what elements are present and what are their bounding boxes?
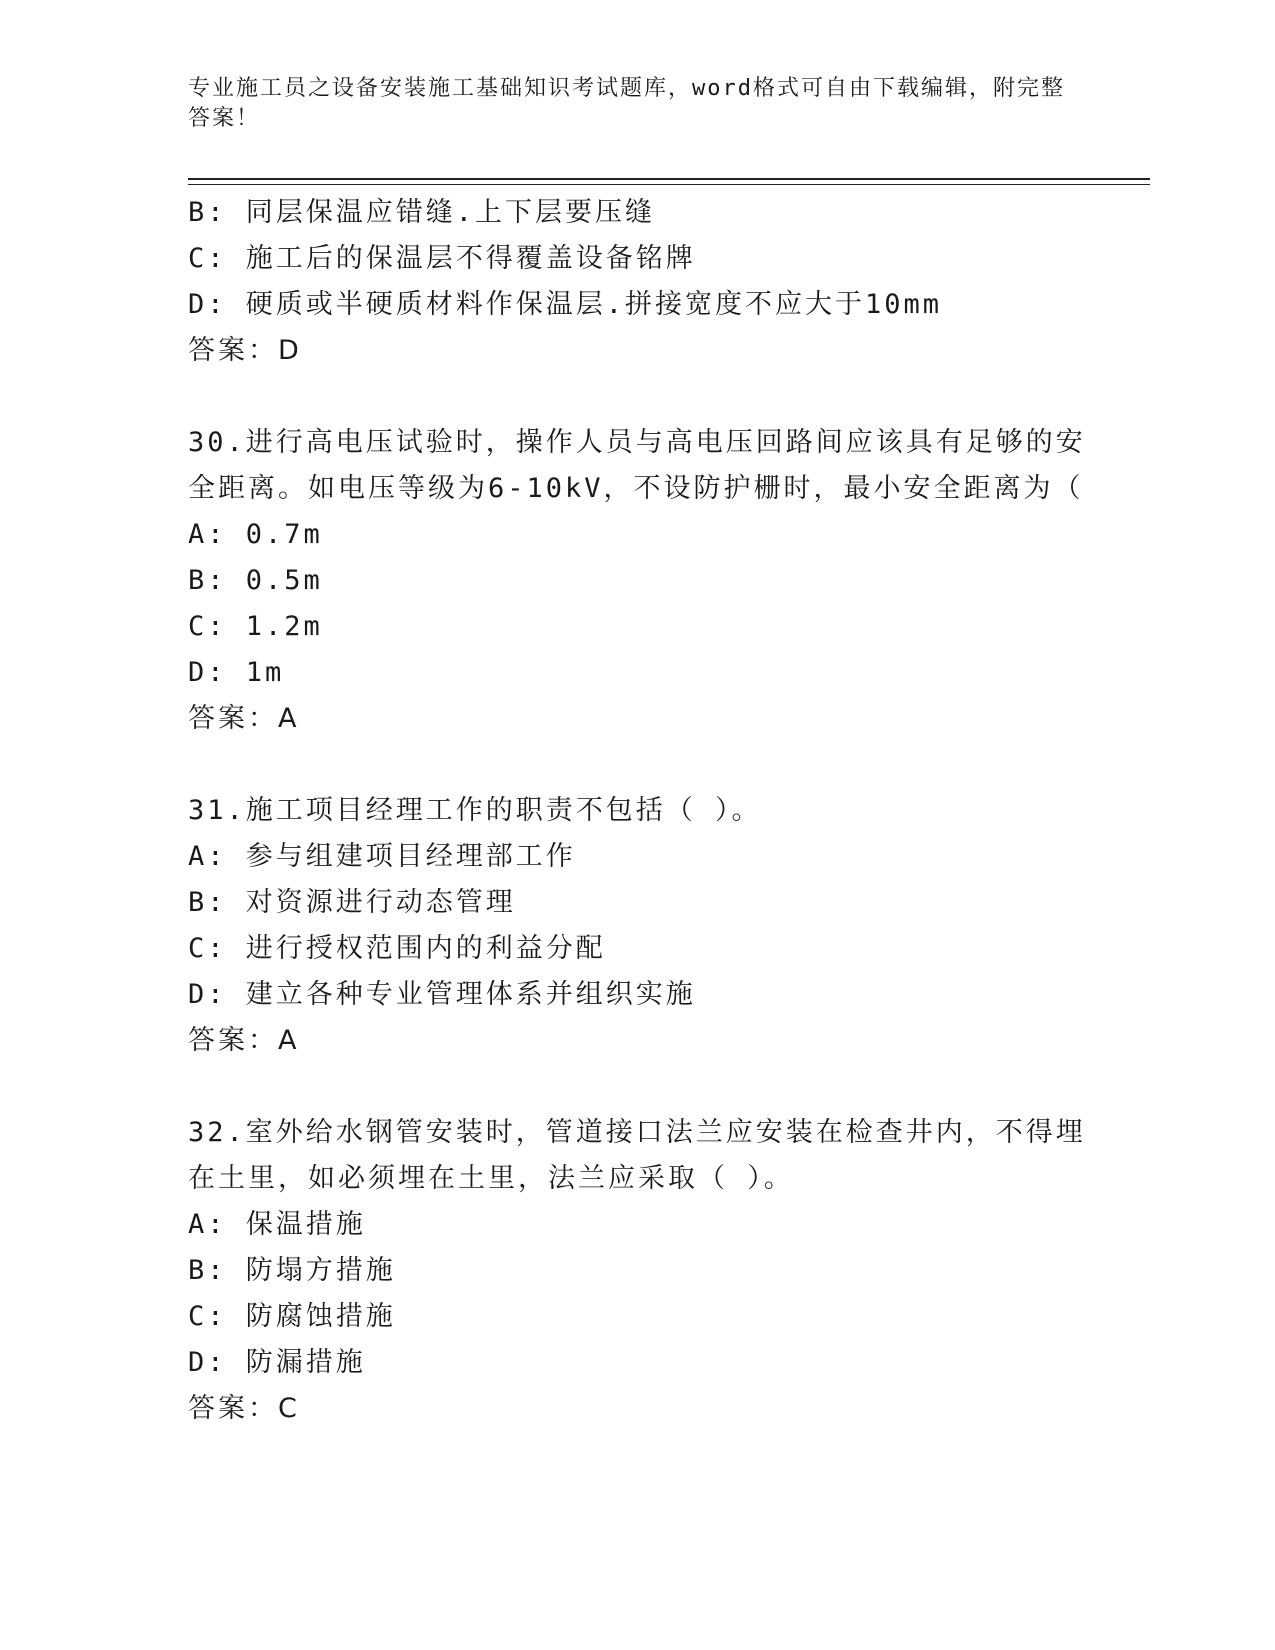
question-text: 30.进行高电压试验时，操作人员与高电压回路间应该具有足够的安全距离。如电压等级为6-10kV，不设防护栅时，最小安全距离为（: [188, 427, 1086, 504]
header-divider-thin: [188, 184, 1150, 185]
header-divider-thick: [188, 178, 1150, 180]
option-d: D: 硬质或半硬质材料作保温层.拼接宽度不应大于10mm: [188, 289, 943, 320]
option-a: A: 0.7m: [188, 519, 323, 550]
option-c: C: 进行授权范围内的利益分配: [188, 933, 606, 964]
option-c: C: 防腐蚀措施: [188, 1301, 396, 1332]
answer: 答案：D: [188, 335, 302, 366]
document-header: 专业施工员之设备安装施工基础知识考试题库，word格式可自由下载编辑，附完整答案！: [188, 76, 1065, 131]
question-text: 31.施工项目经理工作的职责不包括（ ）。: [188, 795, 762, 826]
answer: 答案：A: [188, 1025, 300, 1056]
option-d: D: 1m: [188, 657, 285, 688]
question-32: [188, 1110, 1088, 1432]
option-d: D: 防漏措施: [188, 1347, 366, 1378]
question-30: [188, 420, 1088, 742]
continued-question: [188, 190, 1088, 374]
option-b: B: 同层保温应错缝.上下层要压缝: [188, 197, 656, 228]
answer: 答案：C: [188, 1393, 300, 1424]
question-31: [188, 788, 1088, 1064]
option-b: B: 对资源进行动态管理: [188, 887, 516, 918]
option-a: A: 参与组建项目经理部工作: [188, 841, 576, 872]
option-a: A: 保温措施: [188, 1209, 366, 1240]
option-c: C: 1.2m: [188, 611, 323, 642]
option-d: D: 建立各种专业管理体系并组织实施: [188, 979, 696, 1010]
question-text: 32.室外给水钢管安装时，管道接口法兰应安装在检查井内，不得埋在土里，如必须埋在土里，法兰应采取（ ）。: [188, 1117, 1086, 1194]
option-c: C: 施工后的保温层不得覆盖设备铭牌: [188, 243, 696, 274]
question-list: [188, 190, 1088, 1432]
answer: 答案：A: [188, 703, 300, 734]
option-b: B: 0.5m: [188, 565, 323, 596]
option-b: B: 防塌方措施: [188, 1255, 396, 1286]
